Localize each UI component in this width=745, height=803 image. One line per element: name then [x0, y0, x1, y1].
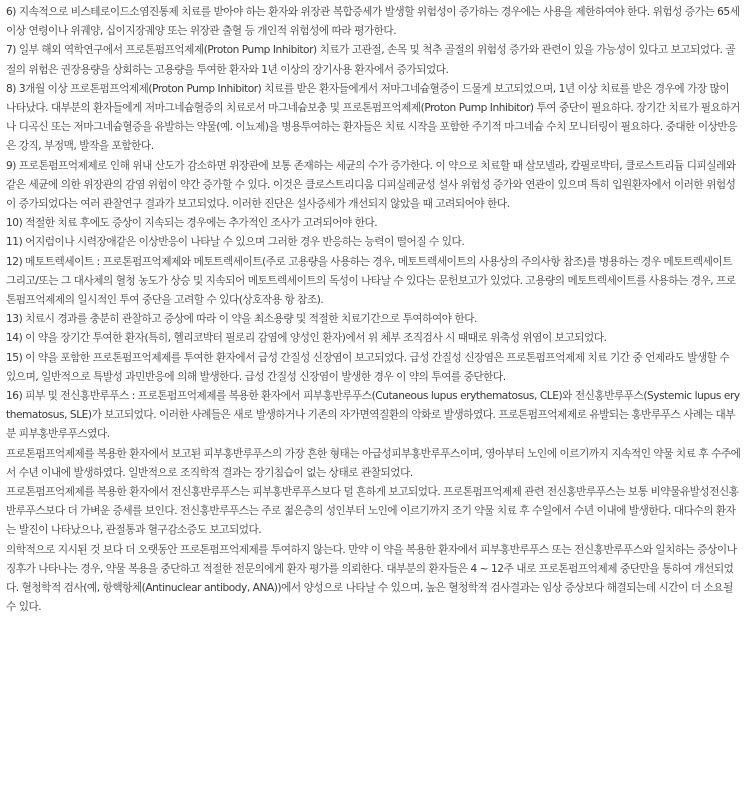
paragraph-item-9: 9) 프로톤펌프억제제로 인해 위내 산도가 감소하면 위장관에 보통 존재하는 세균의 수가 증가한다. 이 약으로 치료할 때 살모넬라, 캄필로박터, 클로스트리듐 디피실레와 같은 세균에 의한 위장관의 감염 위험이 약간 증가할 수 있다. 이것은 클로스트리디움 디피실레균성 설사 위험성 증가와 연관이 있으며 특히 입원환자에서 이러한 위험성이 증가되었다는 여러 관찰연구 결과가 보고되었다. 이러한 진단은 설사증세가 개선되지 않았을 때 고려되어야 한다. [6, 159, 736, 211]
paragraph-cle-forms: 프로톤펌프억제제를 복용한 환자에서 보고된 피부홍반루푸스의 가장 흔한 형태는 아급성피부홍반루푸스이며, 영아부터 노인에 이르기까지 지속적인 약물 치료 후 수주에서 수년 이내에 발생하였다. 일반적으로 조직학적 결과는 장기침습이 없는 상태로 관찰되었다. [6, 447, 741, 479]
paragraph-item-12: 12) 메토트렉세이트 : 프로톤펌프억제제와 메토트렉세이트(주로 고용량을 사용하는 경우, 메토트렉세이트의 사용상의 주의사항 참조)를 병용하는 경우 메토트렉세이트 그리고/또는 그 대사체의 혈청 농도가 상승 및 지속되어 메토트렉세이트의 독성이 나타날 수 있다는 문헌보고가 있었다. 고용량의 메토트렉세이트를 사용하는 경우, 프로톤펌프억제제의 일시적인 투여 중단을 고려할 수 있다(상호작용 항 참조). [6, 255, 736, 307]
paragraph-item-6: 6) 지속적으로 비스테로이드소염진통제 치료를 받아야 하는 환자와 위장관 복합증세가 발생할 위험성이 증가하는 경우에는 사용을 제한하여야 한다. 위험성 증가는 65세 이상 연령이나 위궤양, 십이지장궤양 또는 위장관 출혈 등 개인적 위험성에 따라 평가한다. [6, 6, 740, 38]
paragraph-item-16: 16) 피부 및 전신홍반루푸스 : 프로톤펌프억제제를 복용한 환자에서 피부홍반루푸스(Cutaneous lupus erythematosus, CLE)와 전신홍반루푸스(Systemic lupus erythematosus, SLE)가 보고되었다. 이러한 사례들은 새로 발생하거나 기존의 자가면역질환의 악화로 발생하였다. 프로톤펌프억제제로 유발되는 홍반루푸스 사례는 대부분 피부홍반루푸스였다. [6, 390, 740, 441]
paragraph-item-11: 11) 어지럼이나 시력장애같은 이상반응이 나타날 수 있으며 그러한 경우 반응하는 능력이 떨어질 수 있다. [6, 236, 465, 249]
paragraph-item-13: 13) 치료시 경과를 충분히 관찰하고 증상에 따라 이 약을 최소용량 및 적절한 치료기간으로 투여하여야 한다. [6, 313, 477, 326]
paragraph-item-10: 10) 적절한 치료 후에도 증상이 지속되는 경우에는 추가적인 조사가 고려되어야 한다. [6, 217, 378, 230]
paragraph-item-7: 7) 일부 해외 역학연구에서 프로톤펌프억제제(Proton Pump Inhibitor) 치료가 고관절, 손목 및 척추 골절의 위험성 증가와 관련이 있을 가능성이 있다고 보고되었다. 골절의 위험은 권장용량을 상회하는 고용량을 투여한 환자와 1년 이상의 장기사용 환자에서 증가되었다. [6, 44, 736, 76]
paragraph-item-15: 15) 이 약을 포함한 프로톤펌프억제제를 투여한 환자에서 급성 간질성 신장염이 보고되었다. 급성 간질성 신장염은 프로톤펌프억제제 치료 기간 중 언제라도 발생할 수 있으며, 일반적으로 특발성 과민반응에 의해 발생한다. 급성 간질성 신장염이 발생한 경우 이 약의 투여를 중단한다. [6, 351, 730, 383]
paragraph-item-8: 8) 3개월 이상 프로톤펌프억제제(Proton Pump Inhibitor) 치료를 받은 환자들에게서 저마그네슘혈증이 드물게 보고되었으며, 1년 이상 치료를 받은 경우에 가장 많이 나타났다. 대부분의 환자들에게 저마그네슘혈증의 치료로서 마그네슘보충 및 프로톤펌프억제제(Proton Pump Inhibitor) 투여 중단이 필요하다. 장기간 치료가 필요하거나 디곡신 또는 저마그네슘혈증을 유발하는 약물(예. 이뇨제)을 병용투여하는 환자들은 치료 시작을 포함한 주기적 마그네슘 수치 모니터링이 필요하다. 중대한 이상반응은 강직, 부정맥, 발작을 포함한다. [6, 82, 740, 153]
paragraph-discontinuation: 의학적으로 지시된 것 보다 더 오랫동안 프로톤펌프억제제를 투여하지 않는다. 만약 이 약을 복용한 환자에서 피부홍반루푸스 또는 전신홍반루푸스와 일치하는 증상이나 징후가 나타나는 경우, 약물 복용을 중단하고 적절한 전문의에게 환자 평가를 의뢰한다. 대부분의 환자들은 4 ~ 12주 내로 프로톤펌프억제제 중단만을 통하여 개선되었다. 혈청학적 검사(예, 항핵항체(Antinuclear antibody, ANA))에서 양성으로 나타날 수 있으며, 높은 혈청학적 검사결과는 임상 증상보다 해결되는데 시간이 더 소요될 수 있다. [6, 543, 737, 614]
paragraph-item-14: 14) 이 약을 장기간 투여한 환자(특히, 헬리코박터 필로리 감염에 양성인 환자)에서 위 체부 조직검사 시 때때로 위축성 위염이 보고되었다. [6, 332, 607, 345]
paragraph-sle-details: 프로톤펌프억제제를 복용한 환자에서 전신홍반루푸스는 피부홍반루푸스보다 덜 흔하게 보고되었다. 프로톤펌프억제제 관련 전신홍반루푸스는 보통 비약물유발성전신홍반루푸스보다 더 가벼운 증세를 보인다. 전신홍반루푸스는 주로 젊은층의 성인부터 노인에 이르기까지 조기 약물 치료 후 수일에서 수년 이내에 발생한다. 대다수의 환자는 발진이 나타났으나, 관절통과 혈구감소증도 보고되었다. [6, 486, 739, 537]
